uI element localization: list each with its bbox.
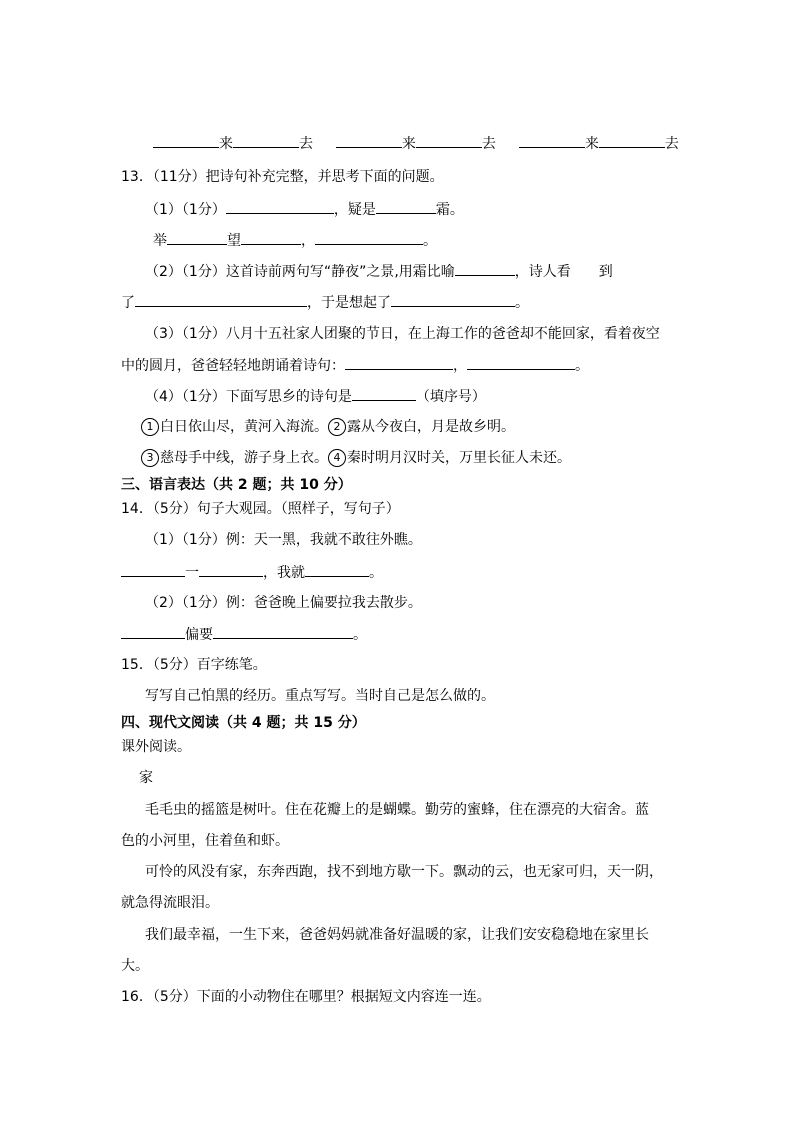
q13-part-1 — [145, 199, 464, 220]
section-3-heading: 三、语言表达（共 2 题；共 10 分） — [121, 477, 352, 493]
answer-blank[interactable] — [455, 261, 515, 276]
q13-part-3-line-2 — [121, 355, 589, 376]
text-segment: （填序号） — [415, 389, 486, 405]
q13-part-2 — [145, 261, 613, 282]
reading-title: 家 — [139, 770, 153, 786]
reading-paragraph-2-cont: 就急得流眼泪。 — [121, 895, 219, 911]
answer-blank[interactable] — [519, 133, 585, 148]
q13-options-row-1 — [141, 417, 515, 437]
option-text: 秦时明月汉时关，万里长征人未还。 — [347, 450, 571, 466]
option-number-3: 3 — [141, 449, 159, 467]
qu-label: 去 — [299, 136, 313, 152]
part-label: （1）（1分） — [145, 202, 226, 218]
qu-label: 去 — [664, 136, 679, 152]
lai-label: 来 — [219, 136, 233, 152]
answer-blank[interactable] — [213, 624, 353, 639]
q13-part-4 — [145, 386, 486, 407]
option-text: 慈母手中线，游子身上衣。 — [160, 450, 328, 466]
question-14-title: 14．（5分）句子大观园。（照样子，写句子） — [121, 501, 400, 517]
answer-blank[interactable] — [135, 292, 307, 307]
text-segment: ， — [301, 233, 315, 249]
reading-paragraph-2: 可怜的风没有家，东奔西跑，找不到地方歇一下。飘动的云，也无家可归，天一阴， — [145, 864, 663, 880]
text-segment: ，诗人看 到 — [514, 264, 613, 280]
text-segment: 举 — [153, 233, 167, 249]
text-segment: 偏要 — [185, 627, 213, 643]
text-segment: 望 — [227, 233, 241, 249]
reading-paragraph-1: 毛毛虫的摇篮是树叶。住在花瓣上的是蝴蝶。勤劳的蜜蜂，住在漂亮的大宿舍。蓝 — [145, 802, 649, 818]
q13-options-row-2 — [141, 448, 571, 468]
answer-blank[interactable] — [376, 199, 436, 214]
q14-part-2-answer — [121, 624, 367, 645]
answer-blank[interactable] — [305, 562, 369, 577]
qu-label: 去 — [481, 136, 496, 152]
text-segment: 。 — [423, 233, 437, 249]
answer-blank[interactable] — [153, 133, 219, 148]
answer-blank[interactable] — [121, 624, 185, 639]
answer-blank[interactable] — [199, 562, 263, 577]
option-number-1: 1 — [141, 418, 159, 436]
text-segment: 。 — [515, 295, 529, 311]
text-segment: 霜。 — [435, 202, 464, 218]
answer-blank[interactable] — [241, 230, 301, 245]
answer-blank[interactable] — [391, 292, 515, 307]
answer-blank[interactable] — [345, 355, 453, 370]
reading-intro: 课外阅读。 — [121, 739, 191, 755]
text-segment: 。 — [369, 565, 383, 581]
q14-part-1: （1）（1分）例：天一黑，我就不敢往外瞧。 — [145, 532, 422, 548]
q14-part-2: （2）（1分）例：爸爸晚上偏要拉我去散步。 — [145, 595, 422, 611]
text-segment: （2）（1分）这首诗前两句写“静夜”之景,用霜比喻 — [145, 264, 455, 280]
answer-blank[interactable] — [226, 199, 334, 214]
text-segment: ，我就 — [263, 565, 305, 581]
answer-blank[interactable] — [233, 133, 299, 148]
q14-part-1-answer — [121, 562, 383, 583]
text-segment: （4）（1分）下面写思乡的诗句是 — [145, 389, 352, 405]
option-number-2: 2 — [328, 418, 346, 436]
q13-part-3: （3）（1分）八月十五社家人团聚的节日，在上海工作的爸爸却不能回家，看着夜空 — [145, 326, 660, 342]
lai-label: 来 — [401, 136, 416, 152]
text-segment: ， — [453, 358, 467, 374]
q13-part-2-line-2 — [121, 292, 529, 313]
reading-paragraph-1-cont: 色的小河里，住着鱼和虾。 — [121, 833, 289, 849]
option-number-4: 4 — [328, 449, 346, 467]
option-text: 露从今夜白，月是故乡明。 — [347, 419, 515, 435]
text-segment: 。 — [575, 358, 589, 374]
reading-paragraph-3-cont: 大。 — [121, 958, 149, 974]
answer-blank[interactable] — [352, 386, 416, 401]
answer-blank[interactable] — [599, 133, 665, 148]
text-segment: 一 — [185, 565, 199, 581]
text-segment: ，疑是 — [333, 202, 376, 218]
reading-paragraph-3: 我们最幸福，一生下来，爸爸妈妈就准备好温暖的家，让我们安安稳稳地在家里长 — [145, 927, 649, 943]
question-15-title: 15．（5分）百字练笔。 — [121, 657, 267, 673]
q15-instruction: 写写自己怕黑的经历。重点写写。当时自己是怎么做的。 — [145, 688, 495, 704]
answer-blank[interactable] — [121, 562, 185, 577]
text-segment: 中的圆月，爸爸轻轻地朗诵着诗句： — [121, 358, 345, 374]
answer-blank[interactable] — [167, 230, 227, 245]
question-16-title: 16．（5分）下面的小动物住在哪里？根据短文内容连一连。 — [121, 989, 491, 1005]
answer-blank[interactable] — [315, 230, 423, 245]
lai-label: 来 — [584, 136, 599, 152]
text-segment: 了 — [121, 295, 135, 311]
text-segment: ，于是想起了 — [307, 295, 391, 311]
section-4-heading: 四、现代文阅读（共 4 题；共 15 分） — [121, 715, 366, 731]
answer-blank[interactable] — [336, 133, 402, 148]
question-13-title: 13．（11分）把诗句补充完整，并思考下面的问题。 — [121, 169, 444, 185]
answer-blank[interactable] — [416, 133, 482, 148]
text-segment: 。 — [353, 627, 367, 643]
q13-part-1-line-2 — [153, 230, 437, 251]
answer-blank[interactable] — [467, 355, 575, 370]
lai-qu-row — [153, 133, 679, 154]
option-text: 白日依山尽，黄河入海流。 — [160, 419, 328, 435]
